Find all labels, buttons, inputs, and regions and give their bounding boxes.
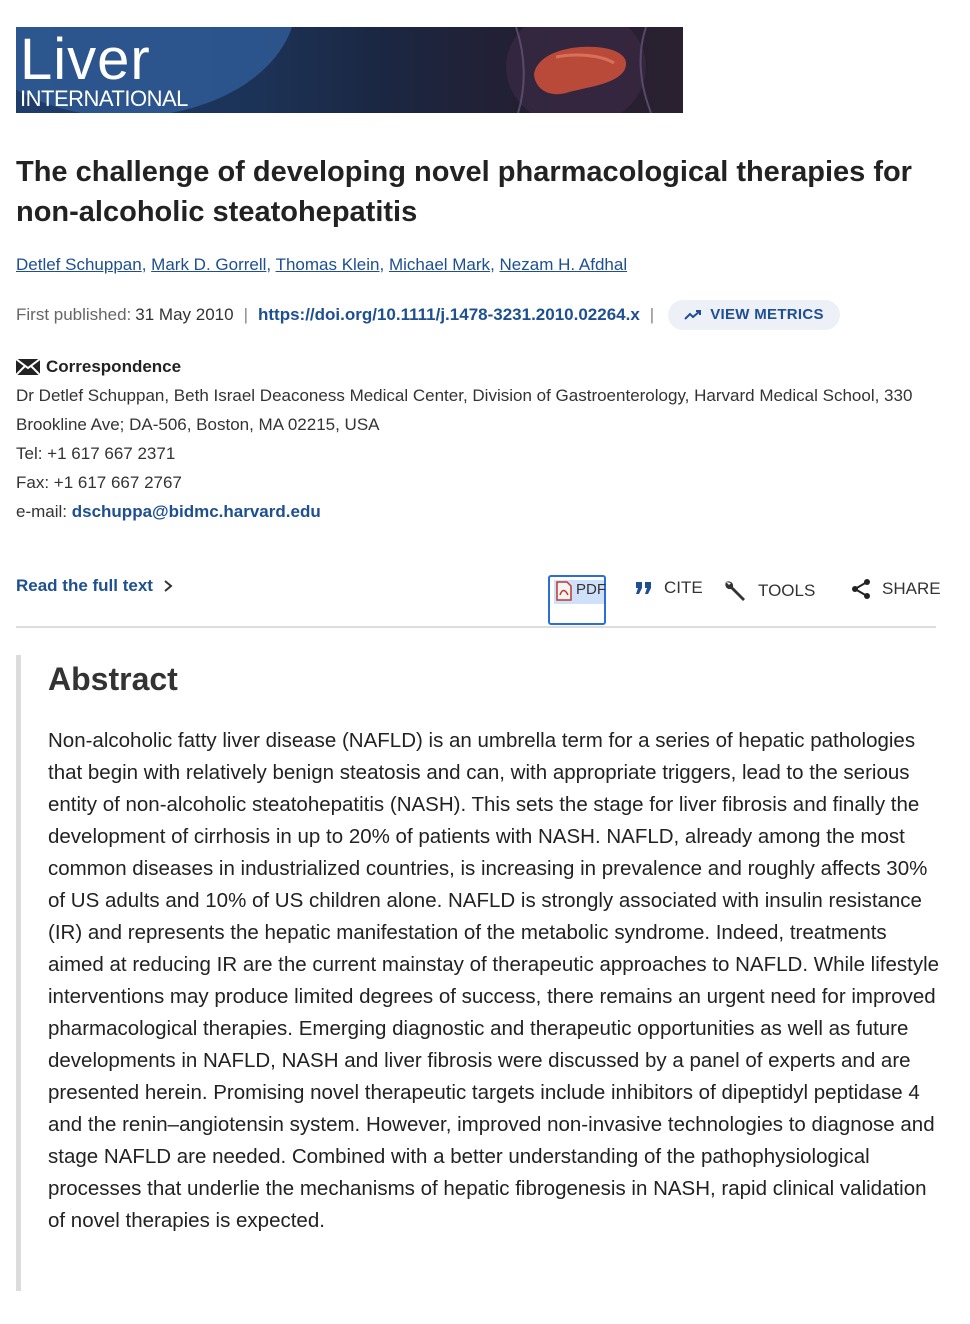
journal-name-liver: Liver [20, 27, 151, 92]
abstract-section [16, 655, 951, 1291]
author-separator: , [490, 255, 495, 274]
pdf-file-icon [556, 581, 572, 601]
correspondence-fax: Fax: +1 617 667 2767 [16, 473, 182, 492]
abstract-heading: Abstract [48, 661, 178, 697]
liver-illustration-icon [496, 27, 683, 113]
cite-label: CITE [664, 578, 703, 597]
quote-icon [634, 580, 654, 596]
separator: | [243, 305, 248, 324]
abstract-text: Non-alcoholic fatty liver disease (NAFLD) is an umbrella term for a series of hepatic pathologies that begin with relatively benign steatosis and can, with appropriate triggers, lead to the serious entity of non-alcoholic steatohepatitis (NASH). This sets the stage for liver fibrosis and finally the development of cirrhosis in up to 20% of patients with NASH. NAFLD, already among the most common diseases in industrialized countries, is increasing in prevalence and roughly affects 30% of US adults and 10% of US children alone. NAFLD is strongly associated with insulin resistance (IR) and represents the hepatic manifestation of the metabolic syndrome. Indeed, treatments aimed at reducing IR are the current mainstay of therapeutic approaches to NAFLD. While lifestyle interventions may produce limited degrees of success, there remains an urgent need for improved pharmacological therapies. Emerging diagnostic and therapeutic opportunities as well as future developments in NAFLD, NASH and liver fibrosis were discussed by a panel of experts and are presented herein. Promising novel therapeutic targets include inhibitors of dipeptidyl peptidase 4 and the renin–angiotensin system. However, improved non-invasive technologies to diagnose and stage NAFLD are needed. Combined with a better understanding of the pathophysiological processes that underlie the mechanisms of hepatic fibrogenesis in NASH, rapid clinical validation of novel therapies is expected. [48, 729, 940, 1232]
separator: | [649, 305, 655, 324]
correspondence-heading [16, 352, 946, 381]
correspondence-address: Dr Detlef Schuppan, Beth Israel Deaconess Medical Center, Division of Gastroenterology, Harvard Medical School, 330 Brookline Ave; DA-506, Boston, MA 02215, USA [16, 386, 913, 434]
tools-button[interactable] [722, 578, 815, 604]
email-link[interactable]: dschuppa@bidmc.harvard.edu [71, 502, 321, 521]
cite-button[interactable] [634, 578, 703, 598]
share-button[interactable] [850, 578, 941, 600]
publication-info [16, 300, 936, 330]
author-separator: , [141, 255, 147, 274]
trending-up-icon [684, 309, 702, 321]
author-separator: , [379, 255, 385, 274]
envelope-icon [16, 359, 40, 375]
section-divider [16, 626, 936, 628]
chevron-right-icon [163, 579, 173, 593]
correspondence-tel: Tel: +1 617 667 2371 [16, 444, 176, 463]
author-link[interactable]: Thomas Klein [275, 255, 380, 274]
author-link[interactable]: Nezam H. Afdhal [499, 255, 628, 274]
view-metrics-label: VIEW METRICS [710, 306, 824, 323]
author-link[interactable]: Mark D. Gorrell [151, 255, 267, 274]
author-link[interactable]: Michael Mark [388, 255, 491, 274]
journal-name-international: INTERNATIONAL [20, 86, 188, 111]
share-icon [850, 578, 872, 600]
share-label: SHARE [882, 579, 941, 598]
doi-link[interactable]: https://doi.org/10.1111/j.1478-3231.2010.02264.x [258, 305, 640, 324]
correspondence-heading-text: Correspondence [46, 357, 182, 376]
journal-banner[interactable] [16, 27, 683, 113]
read-full-text-link[interactable] [16, 576, 173, 596]
pdf-label: PDF [576, 581, 606, 598]
wrench-icon [722, 578, 748, 604]
read-full-text-label: Read the full text [16, 576, 153, 595]
view-metrics-button[interactable] [668, 300, 840, 330]
first-published-date: 31 May 2010 [135, 305, 234, 324]
pdf-button[interactable] [548, 575, 606, 625]
correspondence-email-row [16, 497, 946, 526]
author-link[interactable]: Detlef Schuppan [16, 255, 142, 274]
first-published-label: First published: [16, 305, 132, 324]
correspondence-section [16, 352, 946, 526]
article-title: The challenge of developing novel pharmacological therapies for non-alcoholic steatohepatitis [16, 156, 912, 228]
author-list [16, 253, 627, 277]
email-label: e-mail: [16, 502, 68, 521]
tools-label: TOOLS [758, 581, 816, 600]
article-actions [16, 572, 941, 628]
author-separator: , [266, 255, 272, 274]
